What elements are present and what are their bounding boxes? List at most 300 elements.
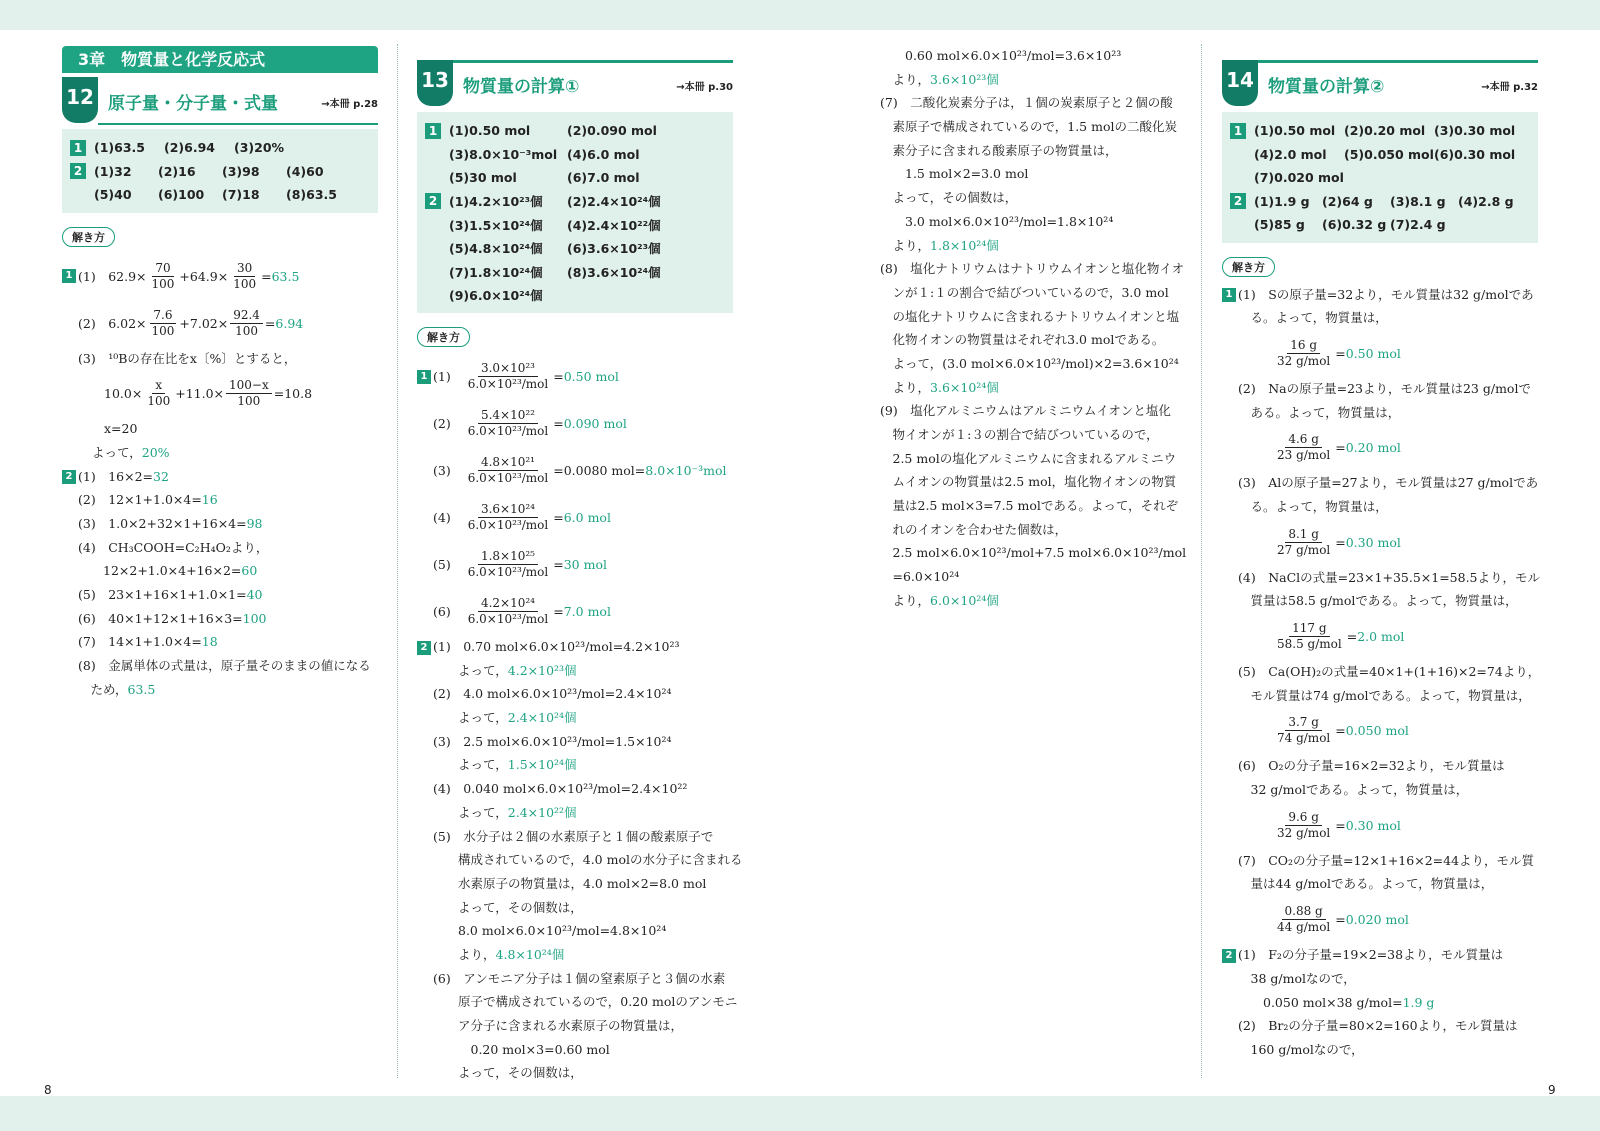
solution-line [417, 777, 733, 801]
answer-item: (4)2.0 mol [1254, 146, 1327, 162]
column-divider [1201, 44, 1202, 1078]
solution-line [1222, 471, 1538, 495]
solution-answer: 0.30 mol [1345, 534, 1401, 550]
answer-box [62, 129, 378, 213]
badge-spacer [425, 264, 441, 280]
equals: = [1346, 629, 1358, 644]
textbook-reference: →本冊 p.30 [676, 82, 733, 93]
numerator: 9.6 g [1285, 810, 1322, 826]
solution-text: よって， [433, 710, 508, 726]
answer-row [1230, 190, 1530, 214]
section-number: 13 [417, 60, 453, 106]
question-badge-2: 2 [1222, 949, 1236, 963]
question-badge-1: 1 [1230, 123, 1246, 139]
solution-answer: 18 [201, 634, 218, 650]
solution-text: 原子で構成されているので，0.20 molのアンモニ [433, 994, 738, 1010]
solution-answer: 30 mol [563, 557, 607, 572]
solution-text: れのイオンを合わせた個数は， [880, 521, 1068, 537]
solution-line [417, 1014, 733, 1038]
section-12-column [62, 46, 378, 701]
solution-text: =6.0×10²⁴ [880, 569, 960, 585]
question-2-solutions [417, 635, 743, 1085]
solution-line [1222, 1038, 1538, 1062]
solution-text: より， [880, 379, 931, 395]
solution-line [62, 630, 378, 654]
denominator: 6.0×10²³/mol [467, 471, 549, 485]
solution-text: (4) CH₃COOH=C₂H₄O₂より， [78, 539, 269, 555]
answer-item: (2)16 [158, 163, 196, 179]
question-badge-2: 2 [425, 193, 441, 209]
solution-text: 0.050 mol×38 g/mol= [1238, 994, 1403, 1010]
answer-item: (3)0.30 mol [1434, 123, 1516, 139]
solution-answer: 60 [241, 563, 258, 579]
equals: = [1335, 912, 1346, 928]
answer-box [417, 112, 733, 313]
question-badge-1: 1 [425, 123, 441, 139]
solution-line [1222, 377, 1538, 401]
solution-line [880, 494, 1186, 518]
solution-line [880, 470, 1186, 494]
solution-line [880, 186, 1186, 210]
solution-line: (3) ¹⁰Bの存在比をx〔%〕とすると， [78, 350, 297, 366]
answer-item: (2)2.4×10²⁴個 [567, 194, 661, 210]
solution-text: = [553, 557, 564, 572]
section-number: 14 [1222, 60, 1258, 106]
solution-answer: 0.090 mol [563, 416, 627, 431]
denominator: 23 g/mol [1277, 448, 1331, 463]
fraction [465, 549, 552, 580]
solution-text: 0.60 mol×6.0×10²³/mol=3.6×10²³ [880, 48, 1122, 63]
solution-text: 8.0 mol×6.0×10²³/mol=4.8×10²⁴ [433, 923, 667, 939]
solution-answer: 0.050 mol [1345, 723, 1409, 739]
answer-item: (7)0.020 mol [1254, 170, 1344, 186]
solution-line [62, 607, 378, 631]
solution-text: 物イオンが１:３の割合で結びついているので， [880, 427, 1159, 442]
solution-label: 解き方 [62, 227, 115, 247]
solution-line [62, 654, 378, 678]
equals: = [1335, 817, 1346, 833]
solution-text: よって，(3.0 mol×6.0×10²³/mol)×2=3.6×10²⁴ [880, 355, 1179, 371]
numerator: 8.1 g [1285, 527, 1322, 543]
solution-label: 解き方 [417, 327, 470, 347]
solution-text: より， [433, 946, 496, 962]
question-badge-1: 1 [1222, 288, 1236, 302]
solution-answer: 4.2×10²³個 [507, 662, 577, 678]
solution-text: 2.5 mol×6.0×10²³/mol+7.5 mol×6.0×10²³/mol [880, 545, 1187, 561]
solution-text: (6) アンモニア分子は１個の窒素原子と３個の水素 [433, 970, 726, 986]
solution-line [417, 659, 733, 683]
solution-text: よって， [433, 757, 508, 773]
denominator: 6.0×10²³/mol [467, 518, 549, 532]
solution-text: =0.0080 mol= [553, 463, 646, 478]
solution-line [1222, 707, 1538, 754]
solution-answer: 40 [246, 587, 263, 602]
solution-line [417, 400, 733, 447]
solution-text: (8) 塩化ナトリウムはナトリウムイオンと塩化物イオ [880, 261, 1184, 277]
solution-text: 3.0 mol×6.0×10²³/mol=1.8×10²⁴ [880, 213, 1114, 229]
solution-line [417, 1038, 733, 1062]
solution-line [1222, 754, 1538, 778]
solution-text: 素原子で構成されているので，1.5 molの二酸化炭 [880, 119, 1177, 135]
solution-line [62, 465, 378, 489]
solution-line [417, 730, 733, 754]
numerator: 16 g [1287, 338, 1320, 354]
page-number-left: 8 [44, 1083, 52, 1097]
solution-line [880, 328, 1186, 352]
solution-line [880, 234, 1186, 258]
solution-answer: 6.0 mol [563, 510, 611, 525]
solution-line [417, 753, 733, 777]
solutions [1222, 283, 1541, 1062]
equals: = [1335, 723, 1346, 739]
badge-spacer [425, 146, 441, 162]
solution-answer: 16 [201, 492, 218, 508]
section-header [1222, 60, 1538, 112]
numerator: 117 g [1289, 621, 1329, 637]
solution-text: (3) Alの原子量=27より，モル質量は27 g/molであ [1238, 475, 1539, 491]
solution-line: よって，20% [92, 444, 170, 460]
equals: = [1335, 440, 1346, 456]
solution-answer: 0.20 mol [1345, 440, 1401, 456]
solution-text: (2) Br₂の分子量=80×2=160より，モル質量は [1238, 1018, 1518, 1034]
answer-item: (4)6.0 mol [567, 146, 640, 162]
textbook-reference: →本冊 p.32 [1481, 82, 1538, 93]
solution-text: = [553, 604, 564, 619]
solution-answer: 6.0×10²⁴個 [930, 592, 999, 608]
answer-item: (4)2.4×10²²個 [567, 217, 661, 233]
fraction [1274, 904, 1333, 935]
solution-text: (7) CO₂の分子量=12×1+16×2=44より，モル質 [1238, 852, 1535, 868]
solution-line [880, 565, 1186, 589]
answer-item: (5)4.8×10²⁴個 [449, 241, 543, 257]
solution-line [880, 210, 1186, 234]
solution-line [62, 583, 378, 607]
solution-line [1222, 967, 1538, 991]
denominator: 58.5 g/mol [1277, 637, 1342, 651]
page-number-right: 9 [1548, 1083, 1556, 1097]
answer-row [425, 237, 725, 261]
fraction [1274, 621, 1345, 652]
solution-line: 量は44 g/molである。よって，物質量は， [1238, 876, 1494, 892]
solution-text: (5) Ca(OH)₂の式量=40×1+(1+16)×2=74より， [1238, 664, 1541, 679]
answer-box [1222, 112, 1538, 243]
question-1-solutions [417, 353, 733, 635]
answer-item: (3)1.5×10²⁴個 [449, 217, 543, 233]
solution-line [880, 376, 1186, 400]
solution-line [1222, 283, 1538, 307]
solution-text: 1.5 mol×2=3.0 mol [880, 166, 1029, 182]
answer-row [1230, 119, 1530, 143]
solution-text: = [553, 416, 564, 431]
question-badge-2: 2 [70, 163, 86, 179]
solution-label: (5) [433, 557, 451, 572]
answer-item: (2)0.20 mol [1344, 123, 1426, 139]
solution-text: (1) 0.70 mol×6.0×10²³/mol=4.2×10²³ [433, 639, 680, 654]
solution-line [880, 91, 1186, 115]
answer-row [425, 213, 725, 237]
solution-line [62, 488, 378, 512]
answer-item: (1)1.9 g [1254, 193, 1310, 209]
answer-item: (7)2.4 g [1390, 217, 1446, 233]
solution-line: (2) 6.02× $\frac{7.6}{100}$ +7.02× $\frac{92.4}{100}$ = 6.94 [78, 307, 304, 338]
solution-text: ア分子に含まれる水素原子の物質量は， [433, 1018, 684, 1033]
numerator: 3.7 g [1285, 715, 1322, 731]
question-badge-2: 2 [1230, 193, 1246, 209]
solution-line [417, 635, 733, 659]
solution-line [1222, 566, 1541, 590]
solution-answer: 0.50 mol [563, 369, 619, 384]
solution-text: 構成されているので，4.0 molの水分子に含まれる [433, 852, 743, 868]
answer-item: (1)0.50 mol [449, 123, 531, 139]
section-header [62, 77, 378, 129]
answer-item: (3)20% [234, 140, 285, 156]
solution-line [417, 1061, 733, 1085]
solution-line: 32 g/molである。よって，物質量は， [1238, 782, 1469, 798]
solution-line [417, 494, 733, 541]
solution-line [880, 139, 1186, 163]
solution-label: (1) [433, 369, 451, 384]
solution-line [880, 115, 1186, 139]
badge-spacer [425, 217, 441, 233]
solution-text: ムイオンの物質量は2.5 mol，塩化物イオンの物質 [880, 474, 1177, 490]
answer-row [425, 143, 725, 167]
solution-text: = [553, 510, 564, 525]
solution-line [880, 541, 1186, 565]
numerator: 3.6×10²⁴ [478, 502, 538, 518]
question-badge-1: 1 [70, 140, 86, 156]
solution-line [1222, 519, 1538, 566]
answer-item: (1)32 [94, 163, 132, 179]
answer-row [1230, 143, 1530, 167]
solution-line: る。よって，物質量は， [1238, 310, 1388, 326]
solution-line [1222, 849, 1538, 873]
solution-text: (1) Sの原子量=32より，モル質量は32 g/molであ [1238, 286, 1534, 302]
answer-row [425, 260, 725, 284]
solution-answer: 63.5 [127, 681, 156, 697]
solution-line [1222, 330, 1538, 377]
solution-text: ため， [78, 681, 128, 697]
answer-item: (3)8.1 g [1390, 193, 1446, 209]
solution-answer: 2.0 mol [1357, 629, 1405, 644]
badge-spacer [425, 240, 441, 256]
solution-line: る。よって，物質量は， [1238, 498, 1388, 514]
solution-line [880, 518, 1186, 542]
solution-line [417, 706, 733, 730]
solution-text: (2) 12×1+1.0×4= [78, 492, 202, 508]
answer-item: (4)2.8 g [1458, 193, 1514, 209]
solution-line: x=20 [104, 421, 138, 437]
solution-answer: 32 [153, 468, 169, 484]
solution-answer: 0.020 mol [1345, 912, 1409, 928]
answer-row [1230, 213, 1530, 237]
equals: = [1335, 345, 1346, 361]
solution-line [880, 352, 1186, 376]
section-header [417, 60, 733, 112]
fraction [465, 596, 552, 627]
solution-answer: 1.9 g [1402, 994, 1435, 1010]
solution-text: (2) Naの原子量=23より，モル質量は23 g/molで [1238, 380, 1531, 396]
fraction [1274, 338, 1333, 369]
answer-row [425, 284, 725, 308]
solution-line [880, 281, 1186, 305]
section-title: 物質量の計算② [1268, 77, 1385, 97]
section-14-column [1222, 60, 1541, 1062]
solution-line [1222, 896, 1538, 943]
solution-text: よって， [433, 662, 508, 678]
solution-line [62, 678, 378, 702]
solution-line [1222, 424, 1538, 471]
solution-line: 1 (1) 62.9× $\frac{70}{100}$ +64.9× $\frac{30}{100}$ = 63.5 [62, 253, 378, 300]
answer-row [1230, 166, 1530, 190]
solution-text: より， [880, 592, 931, 608]
fraction [465, 502, 552, 533]
fraction [1274, 715, 1333, 746]
answer-item: (9)6.0×10²⁴個 [449, 288, 543, 304]
solution-text: (7) 14×1+1.0×4= [78, 634, 202, 650]
answer-item: (4)60 [286, 163, 324, 179]
solution-text: = [553, 369, 564, 384]
solution-line: 10.0× $\frac{x}{100}$ +11.0× $\frac{100-x}{100}$ =10.8 [104, 378, 313, 409]
badge-spacer [425, 287, 441, 303]
answer-item: (6)3.6×10²³個 [567, 241, 661, 257]
section-underline [98, 123, 378, 125]
answer-item: (2)6.94 [164, 140, 215, 156]
denominator: 6.0×10²³/mol [467, 377, 549, 391]
answer-item: (8)63.5 [286, 187, 337, 203]
solution-line [1222, 613, 1538, 660]
answer-item: (2)0.090 mol [567, 123, 657, 139]
denominator: 32 g/mol [1277, 353, 1331, 368]
solution-label: (2) [433, 416, 451, 431]
answer-item: (1)0.50 mol [1254, 123, 1336, 139]
answer-item: (1)63.5 [94, 140, 145, 156]
solution-answer: 98 [246, 515, 263, 531]
solution-answer: 1.8×10²⁴個 [930, 237, 999, 253]
solution-line [417, 588, 733, 635]
section-topline [453, 60, 733, 63]
solution-text: 量は2.5 mol×3=7.5 molである。よって，それぞ [880, 498, 1179, 514]
solution-line [417, 801, 733, 825]
solution-line: ある。よって，物質量は， [1238, 404, 1401, 420]
answer-item: (5)30 mol [449, 170, 517, 186]
solution-line [417, 919, 733, 943]
solution-line [62, 536, 378, 560]
solution-text: (2) 4.0 mol×6.0×10²³/mol=2.4×10²⁴ [433, 686, 672, 702]
solution-line [880, 162, 1186, 186]
solution-line [417, 447, 733, 494]
solution-text: (5) 水分子は２個の水素原子と１個の酸素原子で [433, 828, 714, 844]
solution-line [417, 990, 738, 1014]
fraction [465, 408, 552, 439]
denominator: 6.0×10²³/mol [467, 565, 549, 579]
solution-text: よって，その個数は， [433, 1065, 583, 1081]
question-badge-2: 2 [62, 470, 76, 484]
badge-spacer [1230, 170, 1246, 186]
solution-line [1222, 1014, 1538, 1038]
solution-text: 化物イオンの物質量はそれぞれ3.0 molである。 [880, 332, 1165, 348]
solution-line [880, 423, 1186, 447]
solution-answer: 0.50 mol [1345, 345, 1401, 361]
answer-item: (7)1.8×10²⁴個 [449, 264, 543, 280]
solution-text: 160 g/molなので， [1238, 1041, 1364, 1057]
solution-text: (4) NaClの式量=23×1+35.5×1=58.5より，モル [1238, 569, 1541, 585]
solution-text: 2.5 molの塩化アルミニウムに含まれるアルミニウ [880, 450, 1177, 466]
fraction [1274, 527, 1333, 558]
answer-item: (5)85 g [1254, 217, 1305, 233]
bottom-band [0, 1096, 1600, 1131]
solution-text: より， [880, 71, 931, 87]
solution-text: 0.20 mol×3=0.60 mol [433, 1041, 610, 1057]
question-badge-2: 2 [417, 641, 431, 655]
question-badge-1: 1 [62, 269, 76, 283]
solution-label: (6) [433, 604, 451, 619]
section-title: 物質量の計算① [463, 77, 580, 97]
denominator: 44 g/mol [1277, 920, 1331, 935]
solution-text: 12×2+1.0×4+16×2= [78, 563, 242, 579]
numerator: 4.8×10²¹ [478, 455, 538, 471]
solution-text: (6) 40×1+12×1+16×3= [78, 610, 243, 626]
solution-line [417, 943, 733, 967]
solution-text: (9) 塩化アルミニウムはアルミニウムイオンと塩化 [880, 403, 1171, 419]
badge-spacer [425, 170, 441, 186]
solution-line: 質量は58.5 g/molである。よって，物質量は， [1238, 593, 1518, 609]
solution-text: ンが１:１の割合で結びついているので，3.0 mol [880, 284, 1169, 300]
solution-line [1222, 660, 1541, 684]
solution-line [880, 44, 1186, 68]
numerator: 3.0×10²³ [478, 361, 538, 377]
section-13-column [417, 60, 743, 1085]
solution-line [417, 872, 733, 896]
section-topline [1258, 60, 1538, 63]
solution-line [1222, 802, 1538, 849]
solution-text: よって，その個数は， [880, 190, 1018, 206]
solution-line [417, 353, 733, 400]
numerator: 5.4×10²² [478, 408, 538, 424]
solution-line [1222, 991, 1538, 1015]
solution-answer: 7.0 mol [563, 604, 611, 619]
top-band [0, 0, 1600, 30]
answer-item: (7)18 [222, 187, 260, 203]
solution-text: の塩化ナトリウムに含まれるナトリウムイオンと塩 [880, 308, 1180, 324]
denominator: 74 g/mol [1277, 731, 1331, 746]
badge-spacer [1230, 146, 1246, 162]
solution-line [417, 825, 733, 849]
numerator: 0.88 g [1282, 904, 1326, 920]
solution-text: (7) 二酸化炭素分子は，１個の炭素原子と２個の酸 [880, 95, 1173, 111]
solution-answer: 0.30 mol [1345, 817, 1401, 833]
solution-line [417, 896, 733, 920]
solution-line: モル質量は74 g/molである。よって，物質量は， [1238, 687, 1531, 703]
solution-line [1222, 943, 1538, 967]
fraction [1274, 432, 1333, 463]
solution-text: (1) 16×2= [78, 468, 154, 484]
answer-item: (8)3.6×10²⁴個 [567, 264, 661, 280]
answer-item: (3)98 [222, 163, 260, 179]
section-number: 12 [62, 77, 98, 123]
solution-line [880, 589, 1186, 613]
solution-text: (4) 0.040 mol×6.0×10²³/mol=2.4×10²² [433, 781, 688, 797]
answer-row [425, 190, 725, 214]
solution-line [880, 305, 1186, 329]
solution-line [880, 399, 1186, 423]
answer-item: (3)8.0×10⁻³mol [449, 146, 558, 162]
solution-answer: 4.8×10²⁴個 [495, 946, 565, 962]
solution-text: (3) 2.5 mol×6.0×10²³/mol=1.5×10²⁴ [433, 733, 672, 749]
fraction [465, 361, 552, 392]
answer-item: (6)0.32 g [1322, 217, 1387, 233]
answer-item: (1)4.2×10²³個 [449, 194, 543, 210]
solution-text: (3) 1.0×2+32×1+16×4= [78, 515, 247, 531]
